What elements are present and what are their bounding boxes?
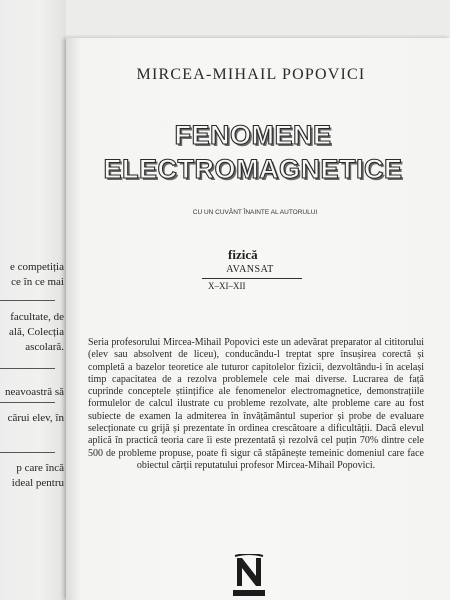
left-page-line: ce în ce mai	[11, 276, 64, 288]
description-text: Seria profesorului Mircea-Mihail Popovici este un adevărat preparator al cititorului (elev sau absolvent de liceu), conducându-l treptat spre însușirea corectă și completă a bazelor teoretice ale tuturor capitolelor fizicii, dezvoltându-i în același timp capacitatea de a rezolva problemele cele mai diverse. Lucrarea de față cuprinde conceptele științifice ale fenomenelor electromagnetice, demonstrațiile formulelor de calcul ilustrate cu probleme rezolvate, alte probleme care au fost subiecte de examen la admiterea în învățământul superior și probe de evaluare selecționate cu grijă și prezentate în ordinea crescătoare a dificultății. Dacă elevul aplică în practică teoria care îi este prezentată și rezolvă cel puțin 70% dintre cele 500 de probleme propuse, poate fi sigur că stăpânește temeinic domeniul care face obiectul cărții reputatului profesor Mircea-Mihail Popovici.	[88, 337, 424, 471]
book-title-line-2: ELECTROMAGNETICE	[103, 154, 403, 184]
left-page-line: neavoastră să	[5, 386, 64, 398]
description-paragraph	[88, 337, 424, 472]
left-page-divider	[0, 368, 55, 369]
left-page-divider	[0, 452, 55, 453]
left-page-line: ală, Colecția	[9, 326, 64, 338]
left-page-line: ideal pentru	[11, 477, 64, 489]
left-page-line: ascolară.	[25, 341, 64, 353]
left-page-divider	[0, 300, 55, 301]
book-title-line-1: FENOMENE	[174, 120, 332, 150]
level-label: AVANSAT	[226, 264, 274, 275]
previous-page	[0, 0, 66, 600]
left-page-line: p care încă	[16, 462, 64, 474]
grades-label: X–XI–XII	[208, 281, 246, 291]
publisher-logo-icon	[229, 554, 269, 600]
left-page-line: cărui elev, în	[7, 412, 64, 424]
left-page-divider	[0, 402, 55, 403]
left-page-line: e competiția	[9, 261, 64, 273]
author-name: MIRCEA-MIHAIL POPOVICI	[136, 66, 366, 83]
foreword-note: CU UN CUVÂNT ÎNAINTE AL AUTORULUI	[192, 209, 318, 216]
level-divider	[202, 278, 302, 279]
title-page	[66, 38, 450, 600]
left-page-line: facultate, de	[10, 311, 64, 323]
subject-label: fizică	[228, 247, 258, 262]
